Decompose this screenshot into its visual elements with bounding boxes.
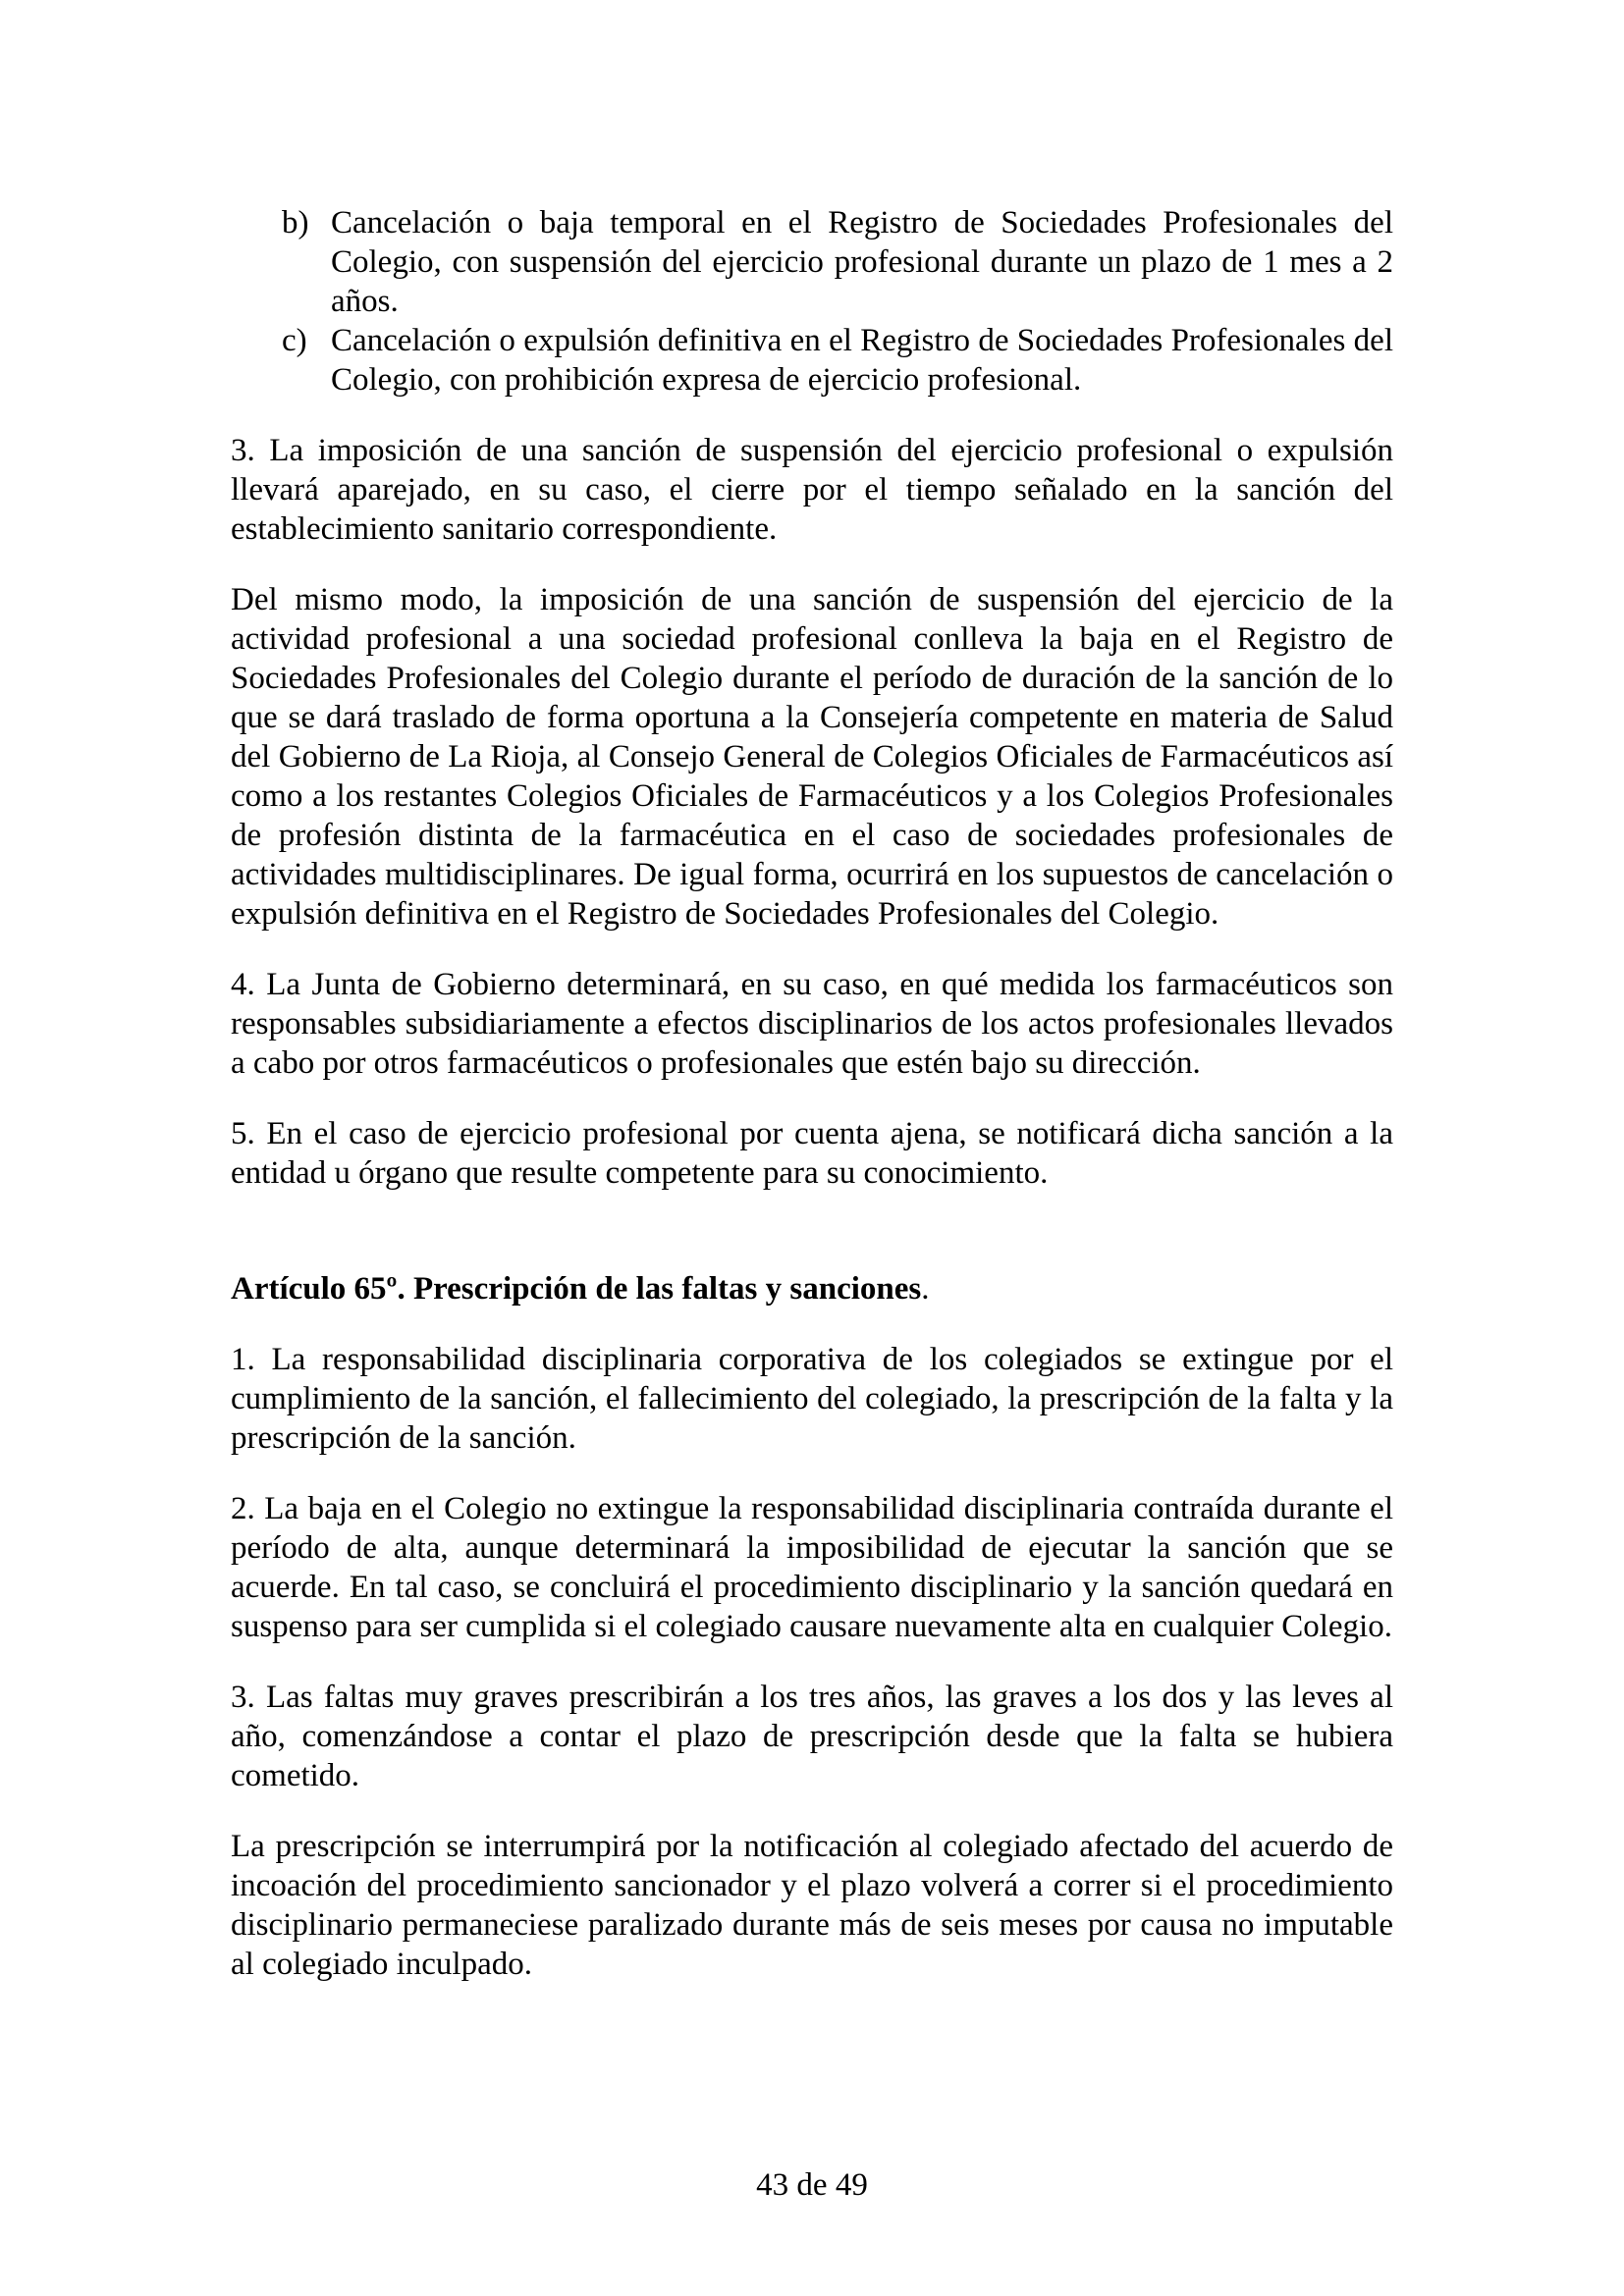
paragraph-4: 4. La Junta de Gobierno determinará, en su caso, en qué medida los farmacéuticos son responsables subsidiariamente a efectos disciplinarios de los actos profesionales llevados a cabo por otros farmacéuticos o profesionales que estén bajo su dirección.	[231, 967, 1393, 1081]
list-marker: c)	[282, 323, 307, 358]
article-65-heading-bold: Artículo 65º. Prescripción de las faltas y sanciones	[231, 1271, 922, 1307]
article-65-heading-period: .	[921, 1271, 930, 1307]
list-item-text: Cancelación o expulsión definitiva en el Registro de Sociedades Profesionales del Colegio, con prohibición expresa de ejercicio profesional.	[331, 323, 1393, 398]
document-body	[231, 203, 1393, 1984]
paragraph-la-prescripcion: La prescripción se interrumpirá por la notificación al colegiado afectado del acuerdo de incoación del procedimiento sancionador y el plazo volverá a correr si el procedimiento disciplinario permaneciese paralizado durante más de seis meses por causa no imputable al colegiado inculpado.	[231, 1829, 1393, 1982]
list-item-b	[231, 203, 1393, 321]
paragraph-del-mismo-modo: Del mismo modo, la imposición de una sanción de suspensión del ejercicio de la actividad profesional a una sociedad profesional conlleva la baja en el Registro de Sociedades Profesionales del Colegio durante el período de duración de la sanción de lo que se dará traslado de forma oportuna a la Consejería competente en materia de Salud del Gobierno de La Rioja, al Consejo General de Colegios Oficiales de Farmacéuticos así como a los restantes Colegios Oficiales de Farmacéuticos y a los Colegios Profesionales de profesión distinta de la farmacéutica en el caso de sociedades profesionales de actividades multidisciplinares. De igual forma, ocurrirá en los supuestos de cancelación o expulsión definitiva en el Registro de Sociedades Profesionales del Colegio.	[231, 582, 1393, 932]
paragraph-65-1: 1. La responsabilidad disciplinaria corporativa de los colegiados se extingue por el cumplimiento de la sanción, el fallecimiento del colegiado, la prescripción de la falta y la prescripción de la sanción.	[231, 1342, 1393, 1456]
list-marker: b)	[282, 205, 309, 240]
paragraph-3: 3. La imposición de una sanción de suspensión del ejercicio profesional o expulsión llevará aparejado, en su caso, el cierre por el tiempo señalado en la sanción del establecimiento sanitario correspondiente.	[231, 433, 1393, 547]
list-item-text: Cancelación o baja temporal en el Registro de Sociedades Profesionales del Colegio, con suspensión del ejercicio profesional durante un plazo de 1 mes a 2 años.	[331, 205, 1393, 319]
list-item-c	[231, 321, 1393, 400]
paragraph-5: 5. En el caso de ejercicio profesional por cuenta ajena, se notificará dicha sanción a la entidad u órgano que resulte competente para su conocimiento.	[231, 1116, 1393, 1191]
article-65-heading	[231, 1269, 1393, 1308]
paragraph-65-2: 2. La baja en el Colegio no extingue la responsabilidad disciplinaria contraída durante el período de alta, aunque determinará la imposibilidad de ejecutar la sanción que se acuerde. En tal caso, se concluirá el procedimiento disciplinario y la sanción quedará en suspenso para ser cumplida si el colegiado causare nuevamente alta en cualquier Colegio.	[231, 1491, 1393, 1644]
paragraph-65-3: 3. Las faltas muy graves prescribirán a los tres años, las graves a los dos y las leves al año, comenzándose a contar el plazo de prescripción desde que la falta se hubiera cometido.	[231, 1680, 1393, 1793]
page-number-footer: 43 de 49	[756, 2167, 868, 2203]
